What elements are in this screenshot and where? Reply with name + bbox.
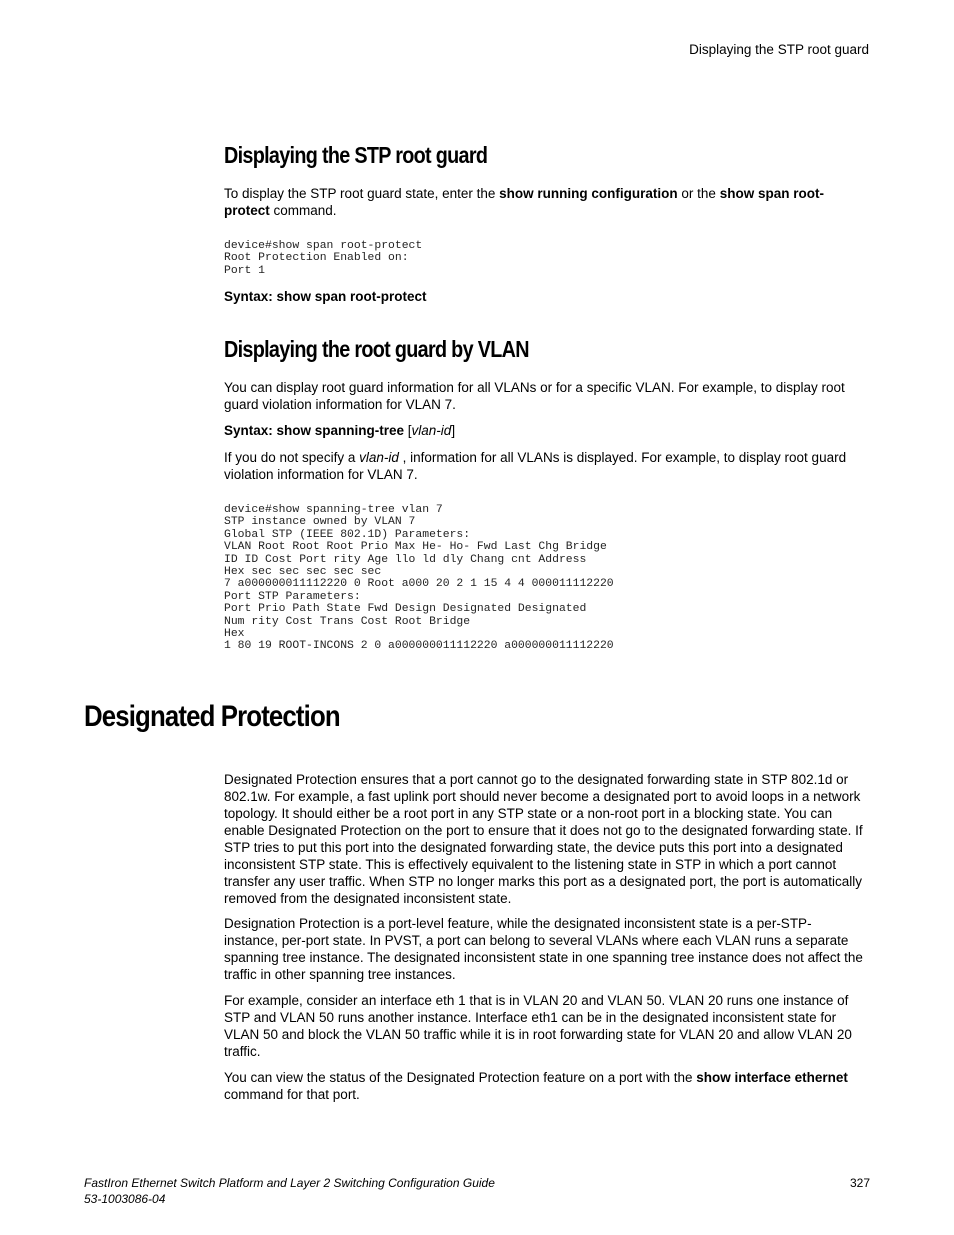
paragraph-vlan-id [224, 449, 864, 483]
text-run: ] [451, 423, 456, 438]
chapter-paragraph-1 [224, 771, 864, 907]
syntax-line [224, 288, 864, 305]
text-run: or the [677, 186, 720, 201]
code-sample: device#show spanning-tree vlan 7 STP instance owned by VLAN 7 Global STP (IEEE 802.1D) Parameters: VLAN Root Root Root Prio Max He- Ho- Fwd Last Chg Bridge ID ID Cost Port rity Age llo ld dly Chang cnt Address Hex sec sec sec sec sec 7 a000000011112220 0 Root a000 20 2 1 15 4 4 000011112220 Port STP Parameters: Port Prio Path State Fwd Design Designated Designated Num rity Cost Trans Cost Root Bridge Hex 1 80 19 ROOT-INCONS 2 0 a000000011112220 a000000011112220 [224, 504, 614, 653]
page-footer [84, 1175, 870, 1207]
code-block-root-protect [224, 240, 864, 277]
running-head: Displaying the STP root guard [689, 42, 869, 57]
syntax-param: vlan-id [411, 423, 452, 438]
code-block-spanning-tree [224, 504, 864, 653]
chapter-paragraph-2 [224, 915, 864, 983]
footer-title: FastIron Ethernet Switch Platform and Layer 2 Switching Configuration Guide [84, 1176, 495, 1190]
param-name: vlan-id [359, 450, 399, 465]
text-run: [ [404, 423, 412, 438]
paragraph: You can display root guard information for all VLANs or for a specific VLAN. For example, to display root guard violation information for VLAN 7. [224, 380, 845, 412]
text-run: If you do not specify a [224, 450, 360, 465]
syntax-line [224, 422, 864, 439]
text-run: command. [269, 203, 337, 218]
text-run: You can view the status of the Designated Protection feature on a port with the [224, 1070, 697, 1085]
section-root-guard-vlan-body [224, 379, 864, 413]
section-stp-root-guard [224, 141, 864, 169]
chapter-paragraph-3 [224, 992, 864, 1060]
syntax-text: Syntax: show span root-protect [224, 289, 427, 304]
syntax-text: Syntax: show spanning-tree [224, 423, 405, 438]
paragraph: Designation Protection is a port-level feature, while the designated inconsistent state is a per-STP-instance, per-port state. In PVST, a port can belong to several VLANs where each VLAN runs a separate spanning tree instance. The designated inconsistent state in one spanning tree instance does not affect the traffic in other spanning tree instances. [224, 916, 863, 982]
paragraph: Designated Protection ensures that a port cannot go to the designated forwarding state in STP 802.1d or 802.1w. For example, a fast uplink port should never become a designated port to avoid loops in a network topology. It should either be a root port in any STP state or a non-root port in a blocking state. You can enable Designated Protection on the port to ensure that it does not go to the designated forwarding state. If STP tries to put this port into the designated forwarding state, the device puts this port into a designated inconsistent STP state. This is effectively equivalent to the listening state in STP in which a port cannot transfer any user traffic. When STP no longer marks this port as a designated port, the port is automatically removed from the designated inconsistent state. [224, 772, 863, 906]
code-sample: device#show span root-protect Root Protection Enabled on: Port 1 [224, 240, 423, 277]
chapter-paragraph-4 [224, 1069, 864, 1103]
intro-paragraph [224, 185, 864, 219]
chapter-heading: Designated Protection [84, 700, 340, 733]
text-run: , information for all VLANs is displayed. For example, to display root guard violation information for VLAN 7. [224, 450, 847, 482]
text-run: To display the STP root guard state, enter the [224, 186, 500, 201]
section-heading: Displaying the root guard by VLAN [224, 336, 529, 362]
section-stp-root-guard-body [224, 185, 864, 219]
command-name: show span root-protect [224, 186, 824, 218]
section-heading: Displaying the STP root guard [224, 142, 488, 168]
page-number: 327 [849, 1176, 870, 1190]
footer-doc-number: 53-1003086-04 [84, 1192, 166, 1206]
command-name: show running configuration [499, 186, 678, 201]
command-name: show interface ethernet [696, 1070, 848, 1085]
paragraph: For example, consider an interface eth 1 that is in VLAN 20 and VLAN 50. VLAN 20 runs one instance of STP and VLAN 50 runs another instance. Interface eth1 can be in the designated inconsistent state for VLAN 50 and block the VLAN 50 traffic while it is in root forwarding state for VLAN 20 and allow VLAN 20 traffic. [224, 993, 852, 1059]
section-root-guard-vlan [224, 335, 864, 363]
text-run: command for that port. [224, 1087, 360, 1102]
